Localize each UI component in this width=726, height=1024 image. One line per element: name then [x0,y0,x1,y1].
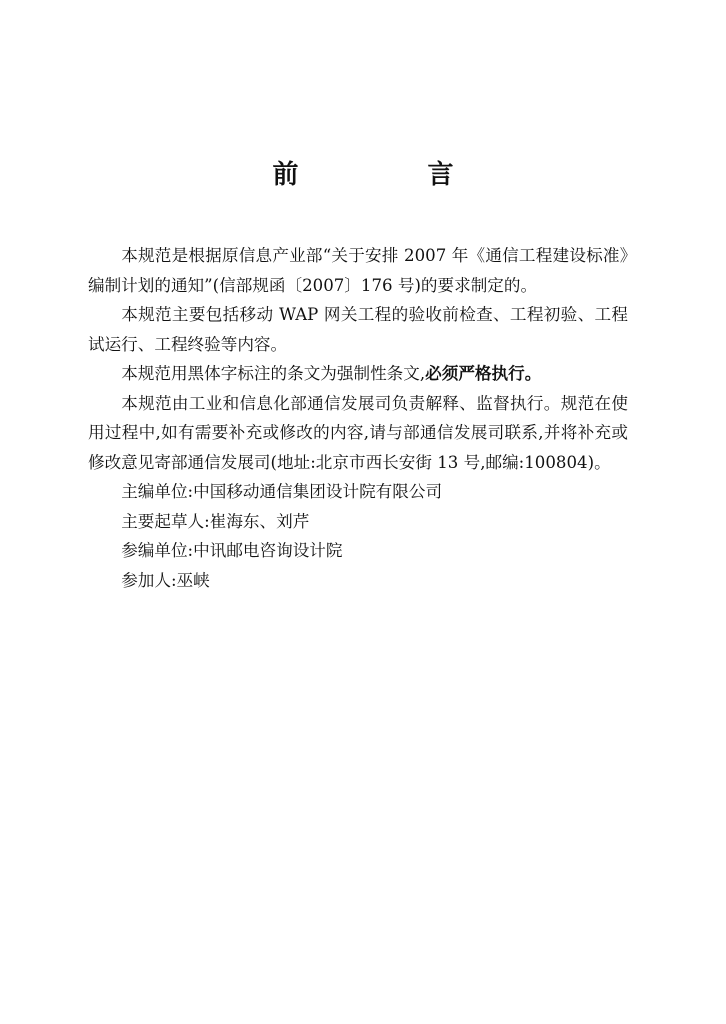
paragraph-mandatory [88,359,628,389]
mandatory-text: 本规范用黑体字标注的条文为强制性条文, [121,364,426,383]
mandatory-emphasis: 必须严格执行。 [425,364,542,383]
participating-unit: 参编单位:中讯邮电咨询设计院 [121,541,343,560]
paragraph-basis: 本规范是根据原信息产业部“关于安排 2007 年《通信工程建设标准》编制计划的通知”(信部规函〔2007〕176 号)的要求制定的。 [88,246,628,295]
main-drafters: 主要起草人:崔海东、刘芹 [121,511,310,531]
chief-editor-unit: 主编单位:中国移动通信集团设计院有限公司 [121,482,443,501]
participants: 参加人:巫峡 [121,570,210,590]
page-title: 前 言 [272,160,514,190]
paragraph-scope: 本规范主要包括移动 WAP 网关工程的验收前检查、工程初验、工程试运行、工程终验等内容。 [88,305,628,354]
paragraph-interpretation: 本规范由工业和信息化部通信发展司负责解释、监督执行。规范在使用过程中,如有需要补充或修改的内容,请与部通信发展司联系,并将补充或修改意见寄部通信发展司(地址:北京市西长安街 13 号,邮编:100804)。 [88,393,628,472]
preface-body [88,241,628,595]
